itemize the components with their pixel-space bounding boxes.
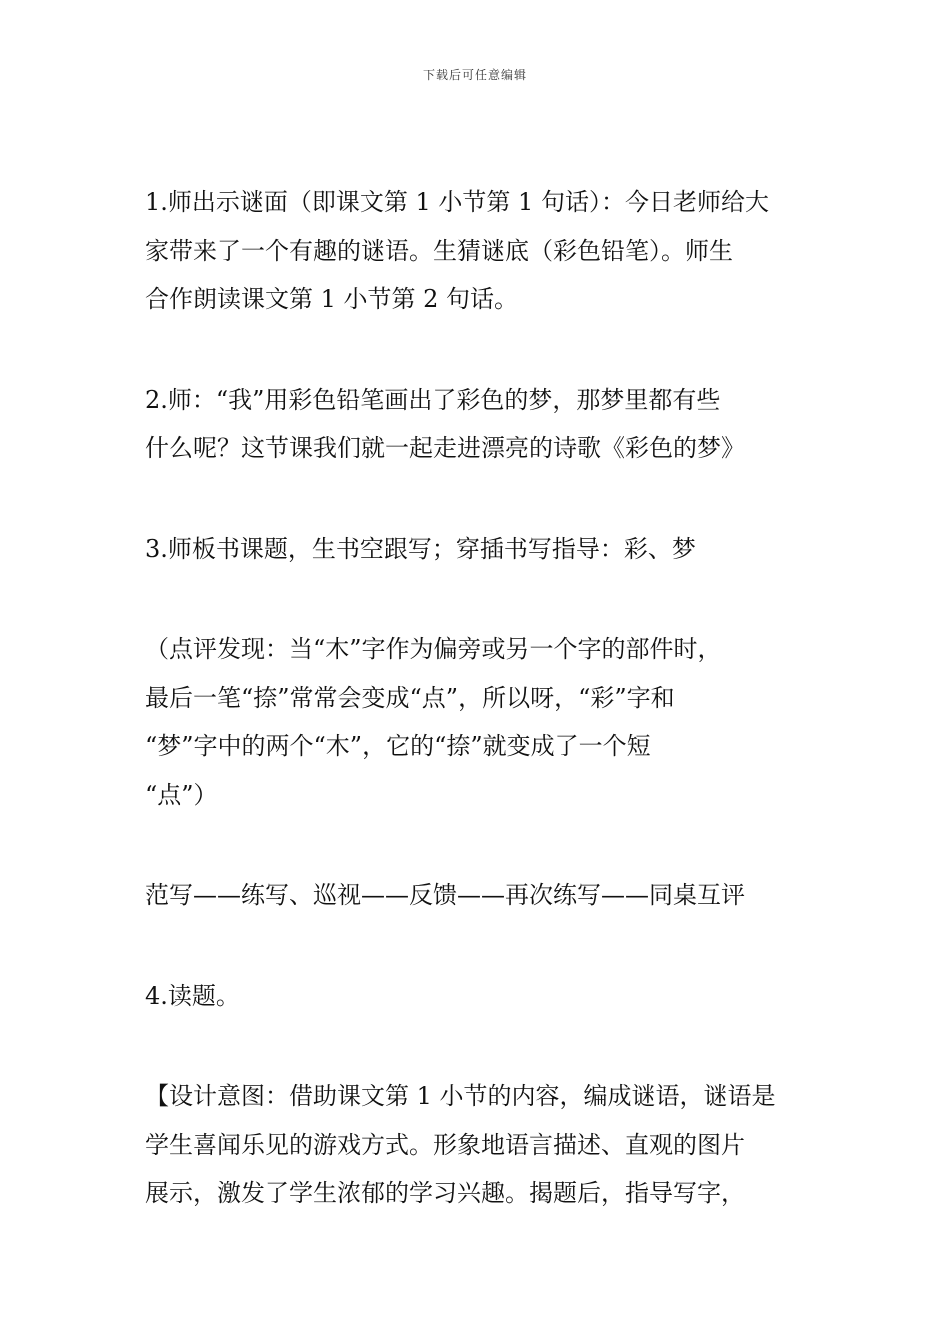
text-line: 学生喜闻乐见的游戏方式。形象地语言描述、直观的图片	[145, 1130, 745, 1159]
text-line: 合作朗读课文第 1 小节第 2 句话。	[145, 285, 519, 313]
page-header: 下载后可任意编辑	[422, 68, 527, 82]
paragraph-3	[145, 525, 807, 574]
text-line: “梦”字中的两个“木”，它的“捺”就变成了一个短	[145, 732, 651, 760]
paragraph-1	[145, 178, 807, 324]
text-line: 3.师板书课题，生书空跟写；穿插书写指导：彩、梦	[145, 534, 696, 563]
text-line: 范写——练写、巡视——反馈——再次练写——同桌互评	[145, 881, 745, 909]
text-line: 什么呢？这节课我们就一起走进漂亮的诗歌《彩色的梦》	[145, 434, 745, 462]
paragraph-7	[145, 1072, 807, 1218]
document-body	[145, 178, 807, 1270]
text-line: 展示，激发了学生浓郁的学习兴趣。揭题后，指导写字，	[145, 1179, 745, 1207]
text-line: 2.师：“我”用彩色铅笔画出了彩色的梦，那梦里都有些	[145, 385, 721, 414]
text-line: 最后一笔“捺”常常会变成“点”，所以呀，“彩”字和	[145, 683, 675, 712]
paragraph-4	[145, 625, 807, 819]
text-line: （点评发现：当“木”字作为偏旁或另一个字的部件时，	[145, 635, 722, 663]
text-line: “点”）	[145, 780, 218, 809]
text-line: 家带来了一个有趣的谜语。生猜谜底（彩色铅笔）。师生	[145, 236, 733, 265]
paragraph-6	[145, 972, 807, 1021]
text-line: 1.师出示谜面（即课文第 1 小节第 1 句话）：今日老师给大	[145, 188, 769, 216]
text-line: 【设计意图：借助课文第 1 小节的内容，编成谜语，谜语是	[145, 1082, 776, 1110]
paragraph-2	[145, 376, 807, 473]
text-line: 4.读题。	[145, 981, 240, 1010]
paragraph-5	[145, 871, 807, 920]
